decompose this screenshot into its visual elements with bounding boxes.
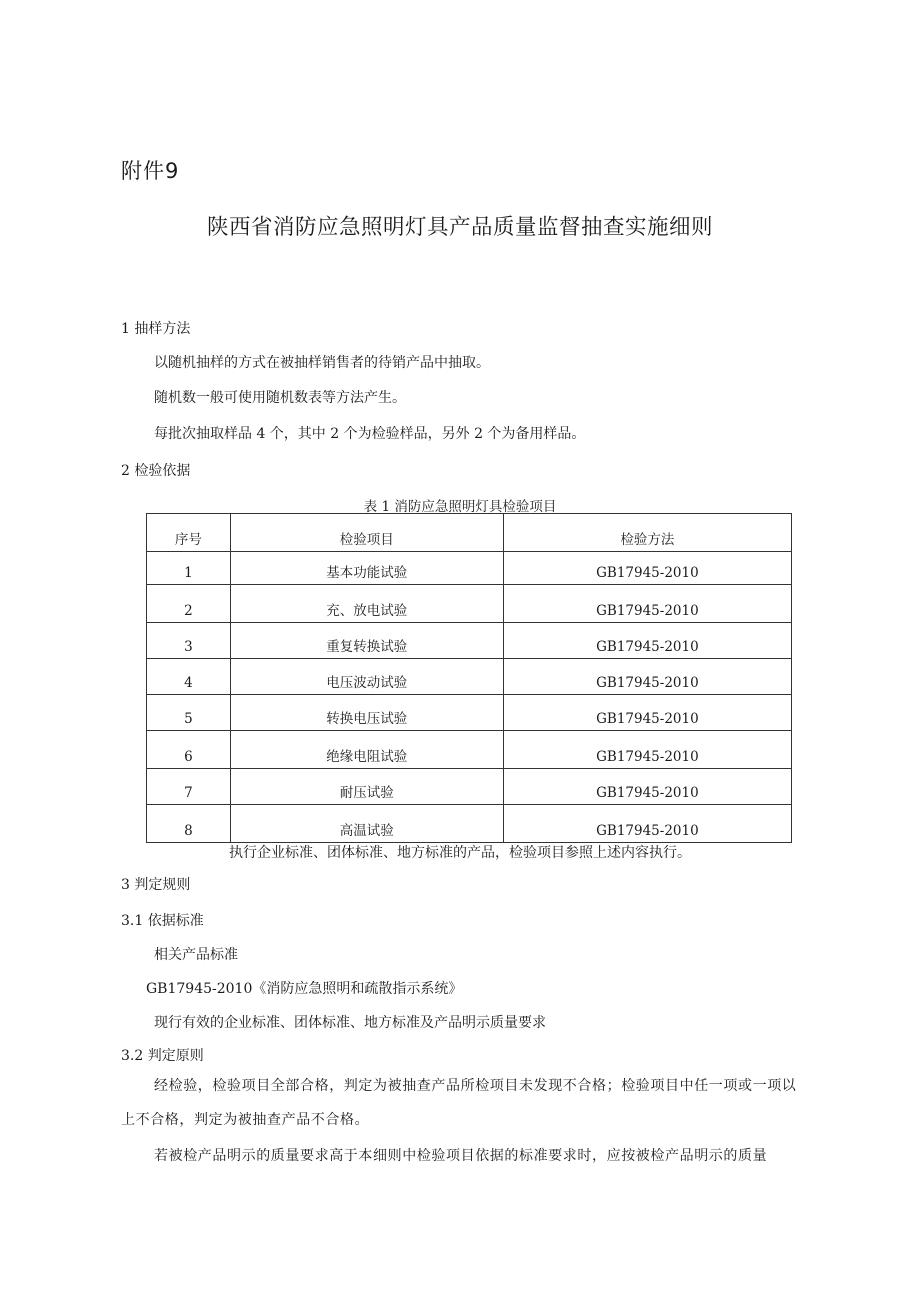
row-method: GB17945-2010	[503, 695, 791, 731]
section-3-1-paragraph-2: GB17945-2010《消防应急照明和疏散指示系统》	[146, 981, 463, 997]
header-no: 序号	[147, 514, 231, 552]
row-item: 耐压试验	[230, 769, 503, 805]
row-no: 1	[147, 552, 231, 585]
row-method: GB17945-2010	[503, 552, 791, 585]
table-caption: 表 1 消防应急照明灯具检验项目	[363, 499, 557, 515]
row-item: 电压波动试验	[230, 659, 503, 695]
row-no: 3	[147, 623, 231, 659]
row-no: 2	[147, 585, 231, 623]
table-row	[147, 585, 792, 623]
row-method: GB17945-2010	[503, 585, 791, 623]
row-method: GB17945-2010	[503, 659, 791, 695]
row-no: 8	[147, 805, 231, 843]
row-item: 转换电压试验	[230, 695, 503, 731]
table-row	[147, 769, 792, 805]
row-item: 重复转换试验	[230, 623, 503, 659]
table-row	[147, 731, 792, 769]
row-item: 充、放电试验	[230, 585, 503, 623]
section-3-2-heading: 3.2 判定原则	[121, 1048, 204, 1064]
header-item: 检验项目	[230, 514, 503, 552]
row-method: GB17945-2010	[503, 769, 791, 805]
row-no: 7	[147, 769, 231, 805]
section-3-1-heading: 3.1 依据标准	[121, 913, 204, 929]
inspection-items-table	[146, 513, 792, 843]
table-row	[147, 659, 792, 695]
row-method: GB17945-2010	[503, 805, 791, 843]
section-3-2-paragraph-1: 经检验，检验项目全部合格，判定为被抽查产品所检项目未发现不合格；检验项目中任一项或一项以上不合格，判定为被抽查产品不合格。	[121, 1078, 797, 1128]
table-row	[147, 623, 792, 659]
annex-label: 附件9	[121, 159, 180, 183]
document-title: 陕西省消防应急照明灯具产品质量监督抽查实施细则	[206, 215, 713, 240]
table-header-row	[147, 514, 792, 552]
section-1-paragraph-1: 以随机抽样的方式在被抽样销售者的待销产品中抽取。	[154, 355, 490, 371]
row-no: 4	[147, 659, 231, 695]
section-3-heading: 3 判定规则	[121, 877, 191, 893]
row-method: GB17945-2010	[503, 623, 791, 659]
row-item: 高温试验	[230, 805, 503, 843]
section-3-1-paragraph-1: 相关产品标准	[154, 947, 238, 963]
row-item: 基本功能试验	[230, 552, 503, 585]
table-note: 执行企业标准、团体标准、地方标准的产品，检验项目参照上述内容执行。	[229, 845, 691, 861]
section-2-heading: 2 检验依据	[121, 463, 191, 479]
row-no: 5	[147, 695, 231, 731]
header-method: 检验方法	[503, 514, 791, 552]
table-row	[147, 695, 792, 731]
section-3-1-paragraph-3: 现行有效的企业标准、团体标准、地方标准及产品明示质量要求	[154, 1015, 546, 1031]
section-1-heading: 1 抽样方法	[121, 321, 191, 337]
row-method: GB17945-2010	[503, 731, 791, 769]
row-no: 6	[147, 731, 231, 769]
row-item: 绝缘电阻试验	[230, 731, 503, 769]
section-1-paragraph-3: 每批次抽取样品 4 个，其中 2 个为检验样品，另外 2 个为备用样品。	[154, 426, 586, 442]
section-1-paragraph-2: 随机数一般可使用随机数表等方法产生。	[154, 390, 406, 406]
table-row	[147, 805, 792, 843]
table-row	[147, 552, 792, 585]
section-3-2-paragraph-2: 若被检产品明示的质量要求高于本细则中检验项目依据的标准要求时，应按被检产品明示的质量	[154, 1148, 768, 1164]
